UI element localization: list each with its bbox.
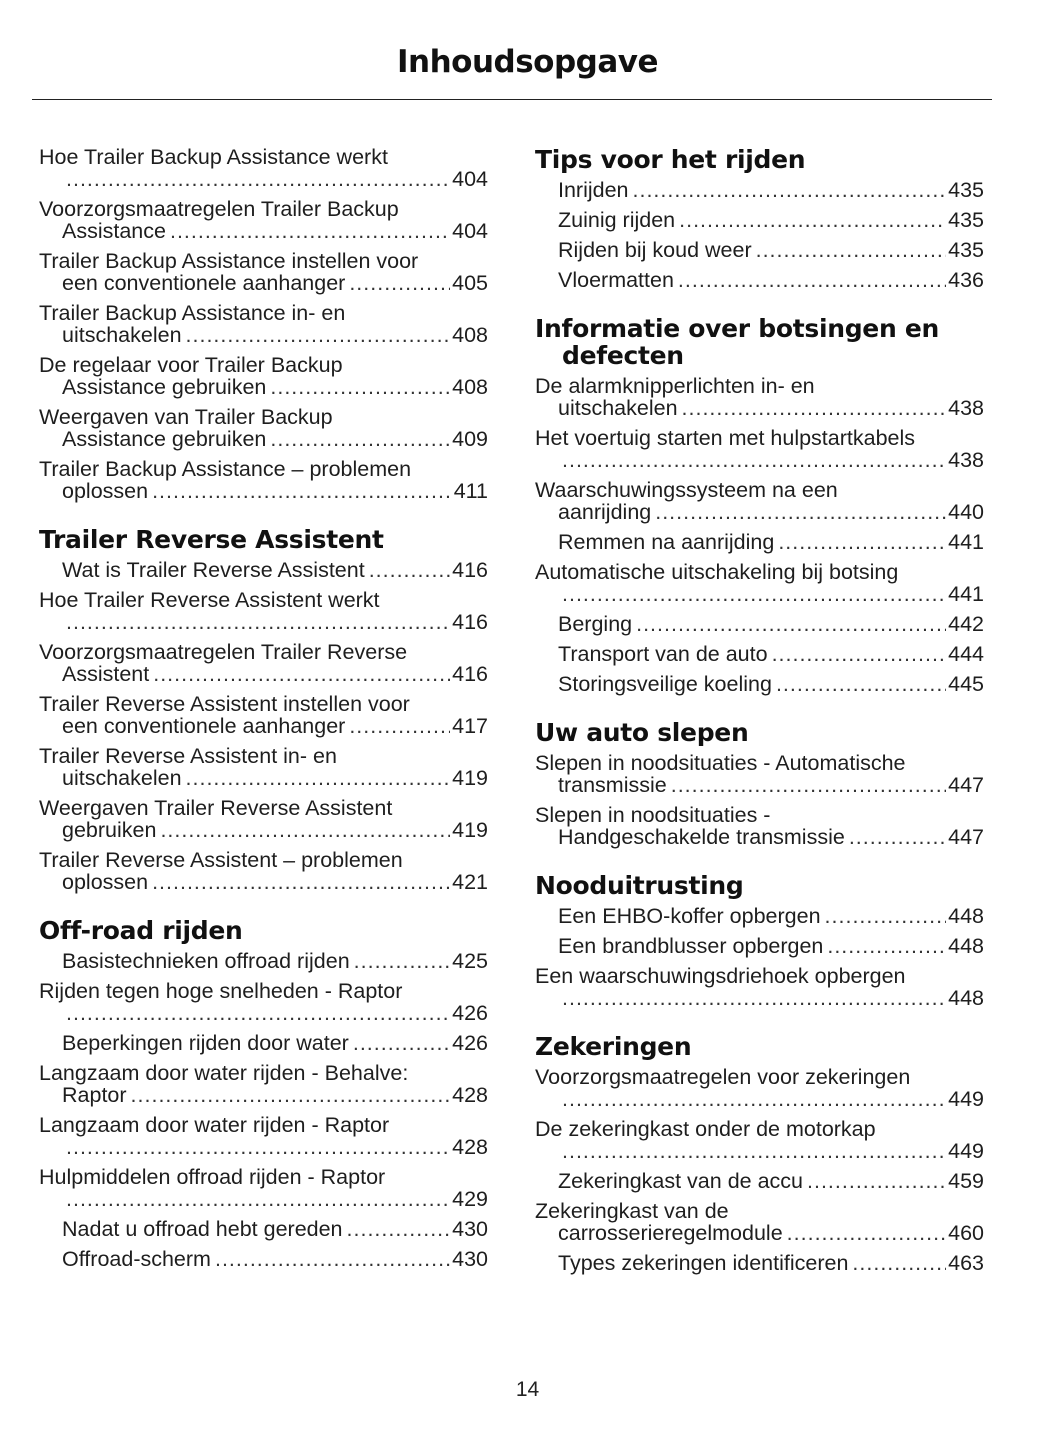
dot-leader (849, 826, 946, 848)
toc-entry-title: Automatische uitschakeling bij botsing (535, 560, 899, 584)
toc-page-number: 419 (452, 818, 488, 842)
toc-entry[interactable] (535, 613, 984, 635)
toc-entry-title: uitschakelen (558, 396, 678, 420)
toc-entry-title: Zuinig rijden (558, 208, 676, 232)
toc-page-number: 445 (948, 672, 984, 696)
toc-entry-title: Beperkingen rijden door water (62, 1031, 349, 1055)
toc-page-number: 444 (948, 642, 984, 666)
toc-entry-title: een conventionele aanhanger (62, 271, 346, 295)
toc-entry-title: De zekeringkast onder de motorkap (535, 1117, 876, 1141)
toc-entry[interactable] (535, 1170, 984, 1192)
toc-entry-leader-row (558, 397, 984, 419)
section-heading: Nooduitrusting (535, 871, 744, 900)
toc-page-number: 426 (452, 1001, 488, 1025)
toc-entry[interactable] (535, 1118, 984, 1162)
toc-entry-title: Hoe Trailer Backup Assistance werkt (39, 145, 388, 169)
dot-leader (852, 1252, 946, 1274)
toc-page-number: 428 (452, 1135, 488, 1159)
toc-entry-leader-row (62, 1188, 488, 1210)
toc-entry-leader-row (62, 819, 488, 841)
dot-leader (679, 209, 946, 231)
toc-entry-title: uitschakelen (62, 766, 182, 790)
toc-entry-title: transmissie (558, 773, 667, 797)
toc-entry-leader-row (558, 269, 984, 291)
toc-entry-title: Zekeringkast van de (535, 1199, 729, 1223)
dot-leader (369, 559, 450, 581)
toc-entry-leader-row (558, 905, 984, 927)
dot-leader (562, 987, 946, 1009)
dot-leader (671, 774, 946, 796)
dot-leader (562, 449, 946, 471)
toc-page-number: 441 (948, 582, 984, 606)
toc-entry-title: Slepen in noodsituaties - Automatische (535, 751, 906, 775)
toc-entry-title: Het voertuig starten met hulpstartkabels (535, 426, 916, 450)
toc-entry[interactable] (39, 1166, 488, 1210)
toc-entry-title: Trailer Reverse Assistent in- en (39, 744, 337, 768)
toc-entry-leader-row (558, 531, 984, 553)
toc-entry-title: Rijden tegen hoge snelheden - Raptor (39, 979, 403, 1003)
toc-page-number: 405 (452, 271, 488, 295)
toc-entry[interactable] (39, 1062, 488, 1106)
toc-entry[interactable] (535, 1066, 984, 1110)
toc-section (535, 872, 984, 1009)
toc-entry-title: Offroad-scherm (62, 1247, 211, 1271)
dot-leader (633, 179, 947, 201)
toc-column-right (535, 146, 984, 1298)
dot-leader (353, 1032, 450, 1054)
toc-page-number: 435 (948, 208, 984, 232)
toc-entry[interactable] (535, 804, 984, 848)
dot-leader (682, 397, 947, 419)
toc-entry[interactable] (535, 427, 984, 471)
toc-page-number: 436 (948, 268, 984, 292)
toc-page-number: 425 (452, 949, 488, 973)
toc-entry-leader-row (558, 1088, 984, 1110)
toc-entry-title: Trailer Reverse Assistent instellen voor (39, 692, 410, 716)
toc-entry[interactable] (39, 849, 488, 893)
toc-entry-leader-row (558, 1170, 984, 1192)
dot-leader (349, 715, 450, 737)
dot-leader (562, 583, 946, 605)
toc-page-number: 438 (948, 396, 984, 420)
dot-leader (636, 613, 946, 635)
dot-leader (562, 1140, 946, 1162)
toc-entry-title: Trailer Backup Assistance in- en (39, 301, 346, 325)
toc-page-number: 404 (452, 219, 488, 243)
toc-entry-leader-row (558, 1252, 984, 1274)
toc-entry[interactable] (535, 375, 984, 419)
toc-page-number: 409 (452, 427, 488, 451)
toc-entry-title: Trailer Backup Assistance – problemen (39, 457, 412, 481)
toc-entry-leader-row (62, 1218, 488, 1240)
toc-entry[interactable] (39, 1032, 488, 1054)
toc-entry-title: Basistechnieken offroad rijden (62, 949, 350, 973)
toc-page-number: 419 (452, 766, 488, 790)
toc-entry[interactable] (535, 479, 984, 523)
toc-entry-leader-row (62, 220, 488, 242)
toc-entry-leader-row (558, 501, 984, 523)
toc-entry[interactable] (39, 980, 488, 1024)
toc-entry[interactable] (535, 209, 984, 231)
title-divider (32, 99, 992, 100)
toc-entry-leader-row (62, 324, 488, 346)
toc-entry-title: Berging (558, 612, 633, 636)
toc-entry[interactable] (535, 673, 984, 695)
toc-entry-title: Trailer Backup Assistance instellen voor (39, 249, 419, 273)
toc-entry-leader-row (62, 480, 488, 502)
toc-entry[interactable] (535, 1252, 984, 1274)
toc-entry[interactable] (535, 269, 984, 291)
toc-page-number: 416 (452, 662, 488, 686)
toc-entry-title: Assistance gebruiken (62, 427, 267, 451)
toc-page-number: 449 (948, 1087, 984, 1111)
dot-leader (827, 935, 946, 957)
toc-entry-leader-row (62, 1248, 488, 1270)
dot-leader (66, 611, 450, 633)
toc-entry-leader-row (558, 987, 984, 1009)
toc-entry-leader-row (62, 428, 488, 450)
toc-page-number: 430 (452, 1247, 488, 1271)
toc-page-number: 448 (948, 904, 984, 928)
toc-entry-title: Hoe Trailer Reverse Assistent werkt (39, 588, 380, 612)
toc-entry-title: Trailer Reverse Assistent – problemen (39, 848, 403, 872)
toc-entry-title: Raptor (62, 1083, 127, 1107)
toc-entry[interactable] (39, 641, 488, 685)
toc-entry-title: Een EHBO-koffer opbergen (558, 904, 821, 928)
toc-page-number: 448 (948, 986, 984, 1010)
dot-leader (66, 1002, 450, 1024)
dot-leader (756, 239, 947, 261)
toc-entry-leader-row (62, 663, 488, 685)
toc-entry-leader-row (62, 559, 488, 581)
toc-entry-title: Weergaven Trailer Reverse Assistent (39, 796, 393, 820)
toc-entry-title: Vloermatten (558, 268, 674, 292)
toc-entry-leader-row (558, 239, 984, 261)
section-heading: Off-road rijden (39, 916, 243, 945)
toc-entry[interactable] (39, 745, 488, 789)
toc-entry-leader-row (62, 168, 488, 190)
toc-entry-leader-row (62, 376, 488, 398)
toc-entry-title: Remmen na aanrijding (558, 530, 775, 554)
toc-entry[interactable] (39, 559, 488, 581)
toc-entry[interactable] (535, 643, 984, 665)
toc-section (535, 315, 984, 695)
toc-entry[interactable] (39, 797, 488, 841)
dot-leader (186, 767, 451, 789)
toc-entry[interactable] (535, 752, 984, 796)
dot-leader (354, 950, 450, 972)
toc-entry-leader-row (558, 1222, 984, 1244)
toc-entry-title: De regelaar voor Trailer Backup (39, 353, 343, 377)
toc-page-number: 408 (452, 375, 488, 399)
toc-entry-title: Voorzorgsmaatregelen voor zekeringen (535, 1065, 911, 1089)
toc-entry[interactable] (535, 561, 984, 605)
dot-leader (66, 1136, 450, 1158)
section-heading: Zekeringen (535, 1032, 692, 1061)
toc-entry-leader-row (558, 449, 984, 471)
dot-leader (787, 1222, 946, 1244)
dot-leader (152, 480, 452, 502)
toc-entry-title: Assistance (62, 219, 166, 243)
toc-page-number: 447 (948, 773, 984, 797)
toc-entry-title: Slepen in noodsituaties - (535, 803, 771, 827)
toc-entry[interactable] (535, 965, 984, 1009)
toc-entry-title: Een brandblusser opbergen (558, 934, 824, 958)
section-heading: Uw auto slepen (535, 718, 749, 747)
toc-entry-leader-row (558, 583, 984, 605)
toc-entry[interactable] (39, 693, 488, 737)
toc-entry-leader-row (558, 643, 984, 665)
toc-page-number: 435 (948, 178, 984, 202)
dot-leader (186, 324, 451, 346)
toc-entry-leader-row (558, 935, 984, 957)
toc-entry[interactable] (39, 250, 488, 294)
toc-entry-title: Nadat u offroad hebt gereden (62, 1217, 343, 1241)
dot-leader (270, 428, 450, 450)
toc-entry-title: Waarschuwingssysteem na een (535, 478, 838, 502)
page-title: Inhoudsopgave (396, 44, 658, 80)
toc-entry-leader-row (62, 715, 488, 737)
toc-entry[interactable] (39, 1248, 488, 1270)
toc-page-number: 447 (948, 825, 984, 849)
toc-page-number: 421 (452, 870, 488, 894)
toc-entry[interactable] (39, 146, 488, 190)
toc-entry-title: De alarmknipperlichten in- en (535, 374, 815, 398)
toc-entry-title: Een waarschuwingsdriehoek opbergen (535, 964, 906, 988)
toc-entry[interactable] (535, 239, 984, 261)
toc-entry-title: Inrijden (558, 178, 629, 202)
toc-entry-title: Assistent (62, 662, 150, 686)
toc-entry-title: Types zekeringen identificeren (558, 1251, 849, 1275)
toc-entry-leader-row (62, 871, 488, 893)
toc-entry[interactable] (39, 406, 488, 450)
toc-entry-title: Langzaam door water rijden - Behalve: (39, 1061, 409, 1085)
toc-entry-title: Voorzorgsmaatregelen Trailer Reverse (39, 640, 408, 664)
toc-entry-title: Handgeschakelde transmissie (558, 825, 845, 849)
toc-page-number: 429 (452, 1187, 488, 1211)
toc-page-number: 438 (948, 448, 984, 472)
toc-column-left (39, 146, 488, 1294)
toc-page-number: 435 (948, 238, 984, 262)
toc-section (535, 719, 984, 848)
toc-entry-title: Wat is Trailer Reverse Assistent (62, 558, 365, 582)
dot-leader (131, 1084, 451, 1106)
toc-entry-title: Transport van de auto (558, 642, 768, 666)
toc-entry-leader-row (558, 613, 984, 635)
toc-entry[interactable] (39, 1114, 488, 1158)
toc-entry[interactable] (39, 302, 488, 346)
toc-page-number: 417 (452, 714, 488, 738)
dot-leader (655, 501, 946, 523)
toc-page-number: 449 (948, 1139, 984, 1163)
page-number: 14 (515, 1378, 540, 1401)
dot-leader (349, 272, 450, 294)
toc-entry-title: Weergaven van Trailer Backup (39, 405, 333, 429)
toc-entry-title: oplossen (62, 479, 149, 503)
toc-page-number: 404 (452, 167, 488, 191)
section-heading: Tips voor het rijden (535, 145, 806, 174)
toc-entry-title: Hulpmiddelen offroad rijden - Raptor (39, 1165, 386, 1189)
toc-page-number: 442 (948, 612, 984, 636)
toc-page-number: 460 (948, 1221, 984, 1245)
toc-entry-title: Zekeringkast van de accu (558, 1169, 803, 1193)
toc-section (39, 146, 488, 502)
toc-entry-title: aanrijding (558, 500, 652, 524)
dot-leader (160, 819, 450, 841)
toc-entry-leader-row (558, 826, 984, 848)
dot-leader (825, 905, 947, 927)
toc-page-number: 426 (452, 1031, 488, 1055)
toc-entry-title: oplossen (62, 870, 149, 894)
toc-page-number: 448 (948, 934, 984, 958)
dot-leader (215, 1248, 450, 1270)
toc-page-number: 459 (948, 1169, 984, 1193)
toc-page-number: 440 (948, 500, 984, 524)
dot-leader (562, 1088, 946, 1110)
toc-entry-title: uitschakelen (62, 323, 182, 347)
dot-leader (807, 1170, 946, 1192)
dot-leader (170, 220, 450, 242)
toc-entry-leader-row (558, 774, 984, 796)
toc-entry[interactable] (535, 935, 984, 957)
toc-entry[interactable] (39, 950, 488, 972)
toc-section (39, 917, 488, 1270)
dot-leader (66, 1188, 450, 1210)
toc-entry-leader-row (62, 272, 488, 294)
toc-entry-title: Assistance gebruiken (62, 375, 267, 399)
toc-entry-leader-row (62, 767, 488, 789)
dot-leader (152, 871, 450, 893)
toc-section (535, 146, 984, 291)
toc-entry-leader-row (558, 179, 984, 201)
toc-entry[interactable] (39, 1218, 488, 1240)
toc-entry[interactable] (39, 458, 488, 502)
dot-leader (772, 643, 947, 665)
toc-entry-leader-row (62, 1084, 488, 1106)
toc-entry[interactable] (39, 589, 488, 633)
section-heading: Trailer Reverse Assistent (39, 525, 384, 554)
dot-leader (153, 663, 450, 685)
toc-entry-title: carrosserieregelmodule (558, 1221, 783, 1245)
dot-leader (270, 376, 450, 398)
toc-entry[interactable] (39, 198, 488, 242)
toc-entry-leader-row (62, 1032, 488, 1054)
toc-entry-title: Voorzorgsmaatregelen Trailer Backup (39, 197, 399, 221)
dot-leader (776, 673, 946, 695)
dot-leader (66, 168, 450, 190)
toc-entry-leader-row (558, 209, 984, 231)
toc-entry[interactable] (535, 531, 984, 553)
toc-entry[interactable] (39, 354, 488, 398)
toc-page-number: 416 (452, 610, 488, 634)
dot-leader (347, 1218, 451, 1240)
toc-entry[interactable] (535, 1200, 984, 1244)
toc-entry[interactable] (535, 179, 984, 201)
toc-page-number: 441 (948, 530, 984, 554)
toc-page-number: 408 (452, 323, 488, 347)
toc-entry-leader-row (558, 1140, 984, 1162)
toc-entry-title: Storingsveilige koeling (558, 672, 772, 696)
dot-leader (678, 269, 946, 291)
toc-entry[interactable] (535, 905, 984, 927)
toc-entry-leader-row (62, 1002, 488, 1024)
toc-entry-title: gebruiken (62, 818, 157, 842)
section-heading: Informatie over botsingen en defecten (535, 314, 940, 370)
toc-page-number: 428 (452, 1083, 488, 1107)
toc-page-number: 411 (453, 479, 488, 503)
dot-leader (778, 531, 946, 553)
toc-section (39, 526, 488, 893)
toc-page-number: 463 (948, 1251, 984, 1275)
toc-page-number: 430 (452, 1217, 488, 1241)
toc-entry-title: Langzaam door water rijden - Raptor (39, 1113, 390, 1137)
toc-section (535, 1033, 984, 1274)
toc-entry-leader-row (558, 673, 984, 695)
toc-entry-title: een conventionele aanhanger (62, 714, 346, 738)
toc-entry-leader-row (62, 611, 488, 633)
toc-entry-title: Rijden bij koud weer (558, 238, 752, 262)
toc-entry-leader-row (62, 950, 488, 972)
toc-page-number: 416 (452, 558, 488, 582)
toc-entry-leader-row (62, 1136, 488, 1158)
